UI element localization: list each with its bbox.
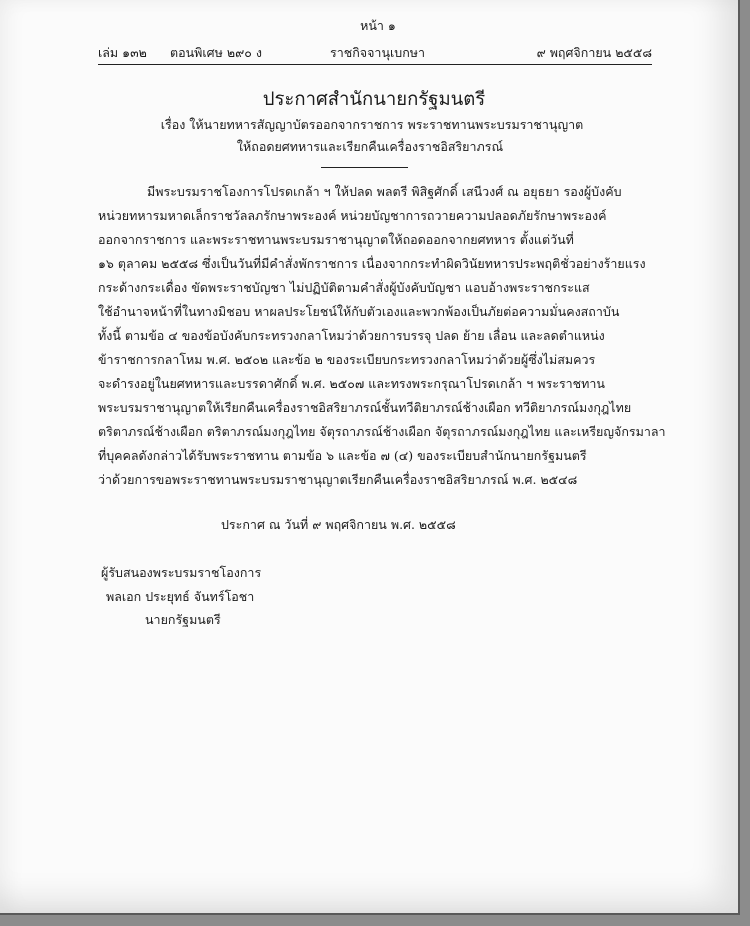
countersign-label: ผู้รับสนองพระบรมราชโองการ	[101, 565, 262, 580]
subject-line-1: เรื่อง ให้นายทหารสัญญาบัตรออกจากราชการ พระราชทานพระบรมราชานุญาต	[160, 117, 584, 132]
body-line: ว่าด้วยการขอพระราชทานพระบรมราชานุญาตเรียกคืนเครื่องราชอิสริยาภรณ์ พ.ศ. ๒๕๔๘	[98, 472, 578, 487]
body-line: มีพระบรมราชโองการโปรดเกล้า ฯ ให้ปลด พลตรี พิสิฐศักดิ์ เสนีวงศ์ ณ อยุธยา รองผู้บังคับ	[147, 184, 622, 199]
issued-date: ประกาศ ณ วันที่ ๙ พฤศจิกายน พ.ศ. ๒๕๕๘	[221, 517, 456, 532]
signatory-position: นายกรัฐมนตรี	[145, 612, 221, 627]
page-number: หน้า ๑	[360, 18, 396, 33]
gazette-name: ราชกิจจานุเบกษา	[330, 45, 426, 60]
body-line: พระบรมราชานุญาตให้เรียกคืนเครื่องราชอิสริยาภรณ์ชั้นทวีติยาภรณ์ช้างเผือก ทวีติยาภรณ์มงกุฎไทย	[98, 400, 632, 415]
header-date: ๙ พฤศจิกายน ๒๕๕๘	[536, 45, 652, 60]
issue-label: ตอนพิเศษ ๒๙๐ ง	[170, 45, 262, 60]
body-line: กระด้างกระเดื่อง ขัดพระราชบัญชา ไม่ปฏิบัติตามคำสั่งผู้บังคับบัญชา แอบอ้างพระราชกระแส	[98, 280, 590, 295]
subject-line-2: ให้ถอดยศทหารและเรียกคืนเครื่องราชอิสริยาภรณ์	[236, 139, 504, 154]
body-line: จะดำรงอยู่ในยศทหารและบรรดาศักดิ์ พ.ศ. ๒๕๐๗ และทรงพระกรุณาโปรดเกล้า ฯ พระราชทาน	[98, 376, 605, 391]
body-line: ที่บุคคลดังกล่าวได้รับพระราชทาน ตามข้อ ๖ และข้อ ๗ (๔) ของระเบียบสำนักนายกรัฐมนตรี	[98, 448, 587, 463]
header-divider	[98, 64, 652, 65]
signatory-name: พลเอก ประยุทธ์ จันทร์โอชา	[106, 589, 255, 604]
body-line: ตริตาภรณ์ช้างเผือก ตริตาภรณ์มงกุฎไทย จัตุรถาภรณ์ช้างเผือก จัตุรถาภรณ์มงกุฎไทย และเหรียญจักรมาลา	[98, 424, 666, 439]
announcement-title: ประกาศสำนักนายกรัฐมนตรี	[262, 89, 486, 110]
body-line: หน่วยทหารมหาดเล็กราชวัลลภรักษาพระองค์ หน่วยบัญชาการถวายความปลอดภัยรักษาพระองค์	[98, 208, 607, 223]
body-line: ๑๖ ตุลาคม ๒๕๕๘ ซึ่งเป็นวันที่มีคำสั่งพักราชการ เนื่องจากกระทำผิดวินัยทหารประพฤติชั่วอย่างร้ายแรง	[98, 256, 646, 271]
body-line: ออกจากราชการ และพระราชทานพระบรมราชานุญาตให้ถอดออกจากยศทหาร ตั้งแต่วันที่	[98, 232, 574, 247]
body-line: ข้าราชการกลาโหม พ.ศ. ๒๕๐๒ และข้อ ๒ ของระเบียบกระทรวงกลาโหมว่าด้วยผู้ซึ่งไม่สมควร	[98, 352, 596, 367]
body-line: ใช้อำนาจหน้าที่ในทางมิชอบ หาผลประโยชน์ให้กับตัวเองและพวกพ้องเป็นภัยต่อความมั่นคงสถาบัน	[98, 304, 620, 319]
volume-label: เล่ม ๑๓๒	[98, 45, 147, 60]
title-divider	[321, 167, 408, 168]
body-line: ทั้งนี้ ตามข้อ ๔ ของข้อบังคับกระทรวงกลาโหมว่าด้วยการบรรจุ ปลด ย้าย เลื่อน และลดตำแหน่ง	[98, 328, 605, 343]
